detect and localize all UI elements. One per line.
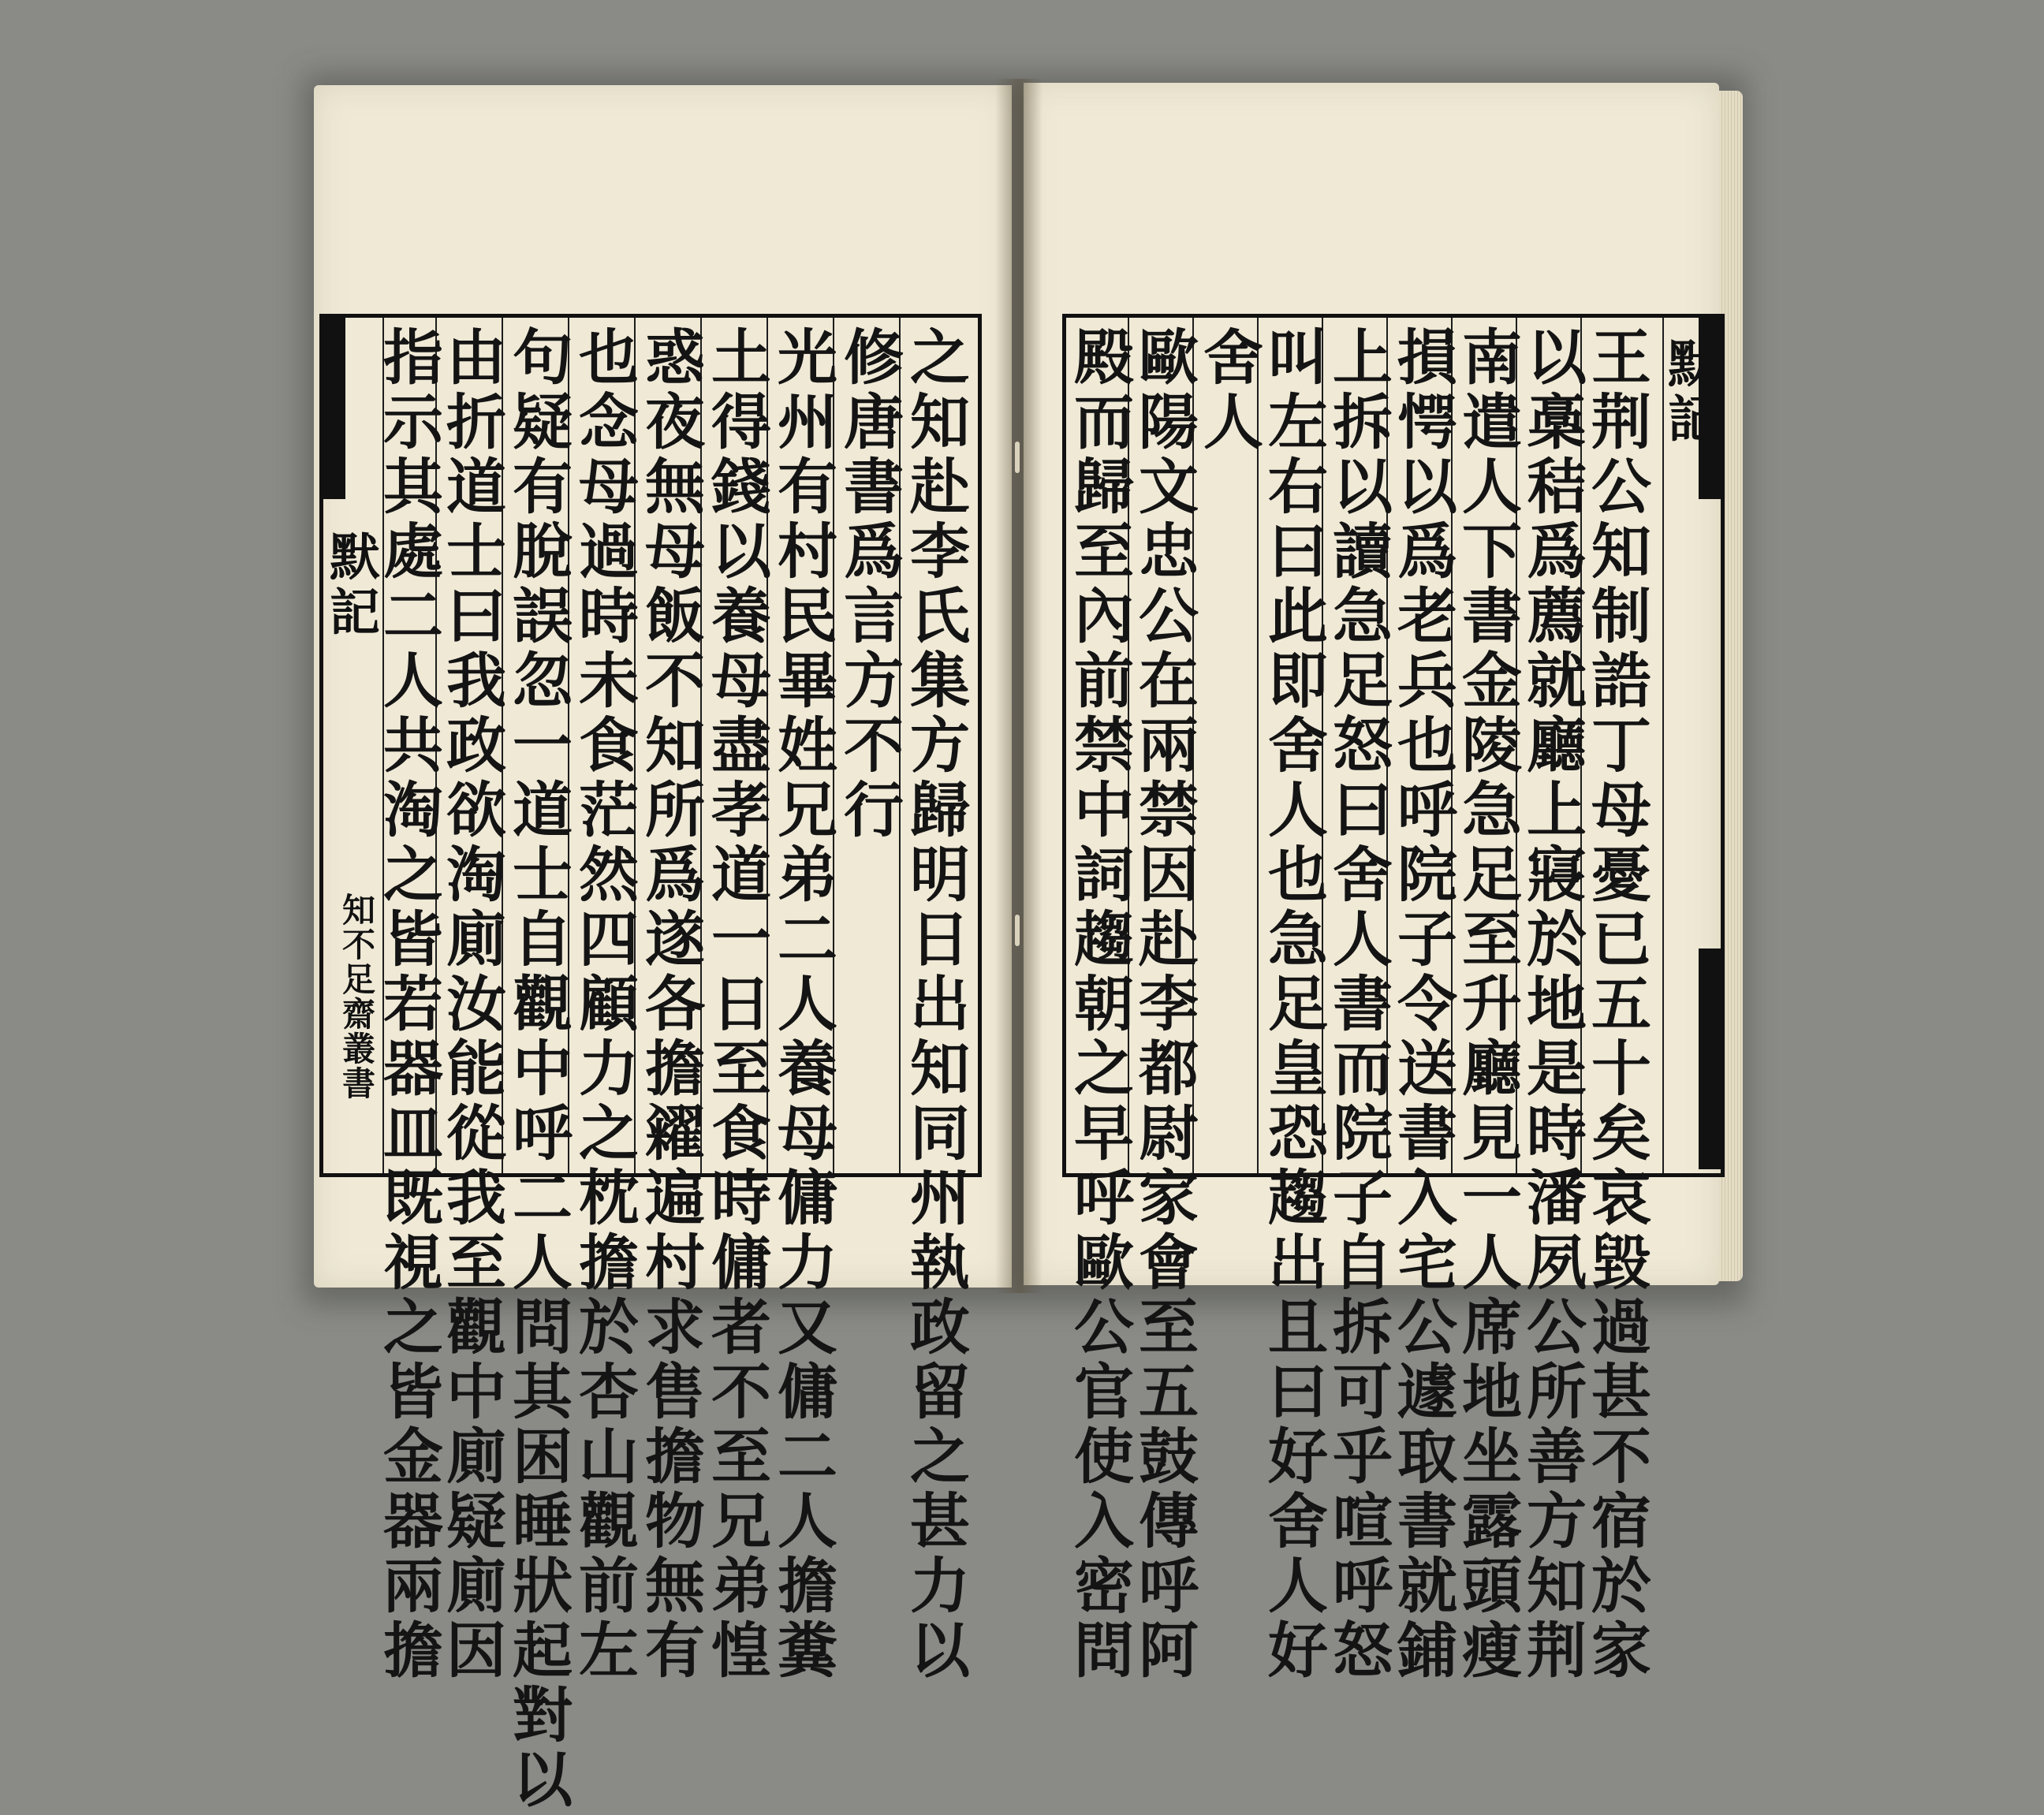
fold-mark-bottom (1699, 948, 1721, 1169)
left-fold-title: 默 記 (330, 528, 380, 643)
left-column-8: 由 折 道 士 曰 我 政 欲 淘 廁 汝 能 從 我 至 觀 中 廁 疑 廁 因 (446, 322, 506, 1686)
right-column-2: 以 槀 秸 爲 薦 就 廳 上 寢 於 地 是 時 潘 夙 公 所 善 方 知 荆 (1527, 322, 1587, 1686)
left-column-5: 惑 夜 無 母 飯 不 知 所 爲 遂 各 擔 糴 遍 村 求 售 擔 物 無 有 (645, 322, 705, 1686)
left-column-2: 修 唐 書 爲 言 方 不 行 (844, 322, 904, 845)
fold-mark-top (323, 318, 345, 499)
right-column-3: 南 遣 人 下 書 金 陵 急 足 至 升 廳 見 一 人 席 地 坐 露 頭 瘦 (1462, 322, 1522, 1686)
right-text-frame (1062, 314, 1725, 1686)
left-column-4: 土 得 錢 以 養 母 盡 孝 道 一 日 至 食 時 傭 者 不 至 兄 弟 惶 (711, 322, 771, 1686)
right-column-4: 損 愕 以 爲 老 兵 也 呼 院 子 令 送 書 入 宅 公 遽 取 書 就 鋪 (1397, 322, 1457, 1686)
left-column-9: 指 示 其 處 二 人 共 淘 之 皆 若 器 皿 既 視 之 皆 金 器 兩 擔 (383, 322, 443, 1686)
left-column-3: 光 州 有 村 民 畢 姓 兄 弟 二 人 養 母 傭 力 又 傭 二 人 擔 糞 (778, 322, 837, 1686)
right-column-1: 王 荆 公 知 制 誥 丁 母 憂 已 五 十 矣 哀 毀 過 甚 不 宿 於 家 (1591, 322, 1651, 1686)
right-column-7: 舍 人 (1203, 322, 1263, 457)
column-rule (1662, 318, 1664, 1173)
left-fold-footer: 知 不 足 齋 叢 書 (341, 891, 375, 1103)
right-column-6: 叫 左 右 曰 此 即 舍 人 也 急 足 皇 恐 趨 出 且 曰 好 舍 人 好 (1268, 322, 1328, 1686)
left-column-6: 也 念 母 過 時 未 食 茫 然 四 顧 力 之 枕 擔 於 杏 山 觀 前 左 (579, 322, 639, 1686)
right-column-9: 殿 而 歸 至 內 前 禁 中 詞 趨 朝 之 早 呼 歐 公 官 使 入 密 問 (1074, 322, 1134, 1686)
right-column-8: 歐 陽 文 忠 公 在 兩 禁 因 赴 李 都 尉 家 會 至 五 鼓 傳 呼 阿 (1139, 322, 1199, 1686)
left-column-1: 之 知 赴 李 氏 集 方 歸 明 日 出 知 同 州 執 政 留 之 甚 力 以 (910, 322, 970, 1686)
right-column-5: 上 拆 以 讀 急 足 怒 曰 舍 人 書 而 院 子 自 拆 可 乎 喧 呼 怒 (1333, 322, 1393, 1686)
right-fold-title: 默 記 (1668, 335, 1718, 449)
binding-thread (1015, 915, 1020, 946)
left-column-7: 句 疑 有 脫 誤 忽 一 道 士 自 觀 中 呼 二 人 問 其 困 睡 狀 起 對 以 (513, 322, 573, 1815)
left-text-frame (319, 314, 982, 1815)
book-gutter (995, 79, 1043, 1293)
binding-thread (1015, 442, 1020, 473)
